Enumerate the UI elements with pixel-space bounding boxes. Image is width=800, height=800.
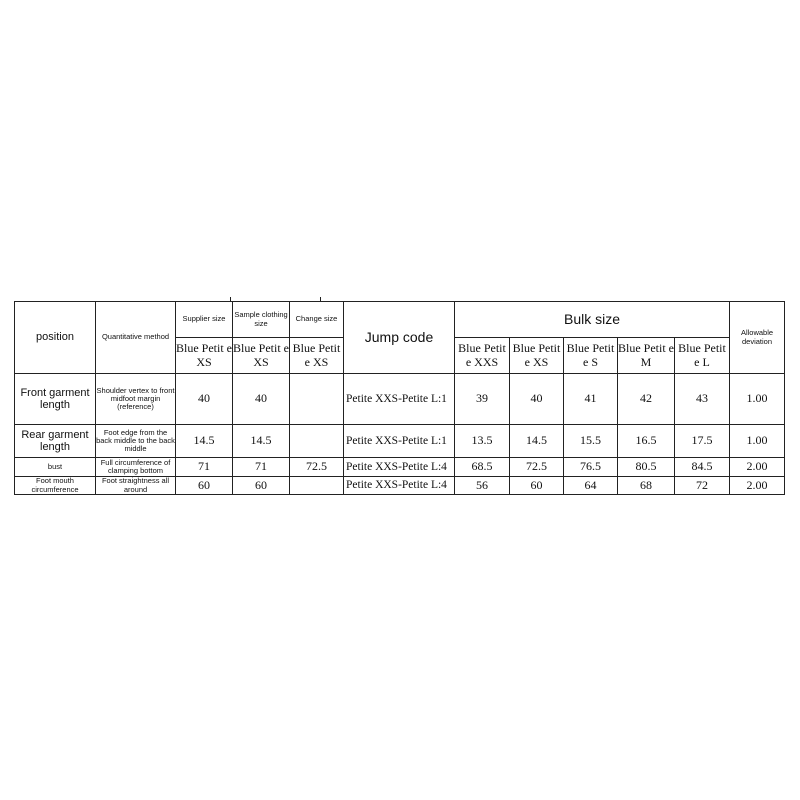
row-change: 72.5: [290, 458, 344, 477]
row-bulk-xs: 60: [510, 477, 564, 495]
row-method: Foot edge from the back middle to the back middle: [96, 425, 176, 458]
sample-size-value: Blue Petit e XS: [233, 338, 290, 374]
table-row: [15, 477, 785, 495]
row-deviation: 1.00: [730, 425, 785, 458]
change-size-value: Blue Petit e XS: [290, 338, 344, 374]
size-spec-table: [14, 301, 784, 495]
row-bulk-m: 80.5: [618, 458, 675, 477]
deviation-header: Allowable deviation: [730, 302, 785, 374]
row-jump-code: Petite XXS-Petite L:4: [344, 477, 455, 495]
row-bulk-xxs: 56: [455, 477, 510, 495]
row-bulk-s: 41: [564, 374, 618, 425]
row-bulk-xxs: 39: [455, 374, 510, 425]
row-method: Full circumference of clamping bottom: [96, 458, 176, 477]
row-bulk-l: 17.5: [675, 425, 730, 458]
row-position: bust: [15, 458, 96, 477]
row-bulk-l: 72: [675, 477, 730, 495]
row-bulk-s: 15.5: [564, 425, 618, 458]
row-deviation: 2.00: [730, 477, 785, 495]
row-deviation: 2.00: [730, 458, 785, 477]
row-bulk-s: 64: [564, 477, 618, 495]
sample-size-header: Sample clothing size: [233, 302, 290, 338]
row-supplier: 60: [176, 477, 233, 495]
position-header: position: [15, 302, 96, 374]
row-change: [290, 425, 344, 458]
row-bulk-xs: 14.5: [510, 425, 564, 458]
row-method: Shoulder vertex to front midfoot margin (reference): [96, 374, 176, 425]
row-sample: 40: [233, 374, 290, 425]
bulk-size-header: Bulk size: [455, 302, 730, 338]
row-supplier: 14.5: [176, 425, 233, 458]
header-row-1: [15, 302, 785, 338]
row-position: Rear garment length: [15, 425, 96, 458]
row-position: Foot mouth circumference: [15, 477, 96, 495]
method-header: Quantitative method: [96, 302, 176, 374]
row-sample: 60: [233, 477, 290, 495]
row-method: Foot straightness all around: [96, 477, 176, 495]
row-jump-code: Petite XXS-Petite L:4: [344, 458, 455, 477]
row-jump-code: Petite XXS-Petite L:1: [344, 374, 455, 425]
row-bulk-m: 68: [618, 477, 675, 495]
row-sample: 14.5: [233, 425, 290, 458]
row-bulk-l: 43: [675, 374, 730, 425]
row-supplier: 40: [176, 374, 233, 425]
bulk-size-l: Blue Petit e L: [675, 338, 730, 374]
row-change: [290, 477, 344, 495]
bulk-size-xs: Blue Petit e XS: [510, 338, 564, 374]
jump-code-header: Jump code: [344, 302, 455, 374]
row-bulk-s: 76.5: [564, 458, 618, 477]
table-row: [15, 425, 785, 458]
row-bulk-l: 84.5: [675, 458, 730, 477]
row-position: Front garment length: [15, 374, 96, 425]
row-sample: 71: [233, 458, 290, 477]
supplier-size-value: Blue Petit e XS: [176, 338, 233, 374]
row-supplier: 71: [176, 458, 233, 477]
row-bulk-m: 16.5: [618, 425, 675, 458]
row-jump-code: Petite XXS-Petite L:1: [344, 425, 455, 458]
row-bulk-xxs: 13.5: [455, 425, 510, 458]
bulk-size-s: Blue Petit e S: [564, 338, 618, 374]
table-row: [15, 458, 785, 477]
bulk-size-xxs: Blue Petit e XXS: [455, 338, 510, 374]
table-row: [15, 374, 785, 425]
row-bulk-xs: 72.5: [510, 458, 564, 477]
change-size-header: Change size: [290, 302, 344, 338]
supplier-size-header: Supplier size: [176, 302, 233, 338]
row-change: [290, 374, 344, 425]
row-deviation: 1.00: [730, 374, 785, 425]
row-bulk-m: 42: [618, 374, 675, 425]
row-bulk-xxs: 68.5: [455, 458, 510, 477]
row-bulk-xs: 40: [510, 374, 564, 425]
bulk-size-m: Blue Petit e M: [618, 338, 675, 374]
